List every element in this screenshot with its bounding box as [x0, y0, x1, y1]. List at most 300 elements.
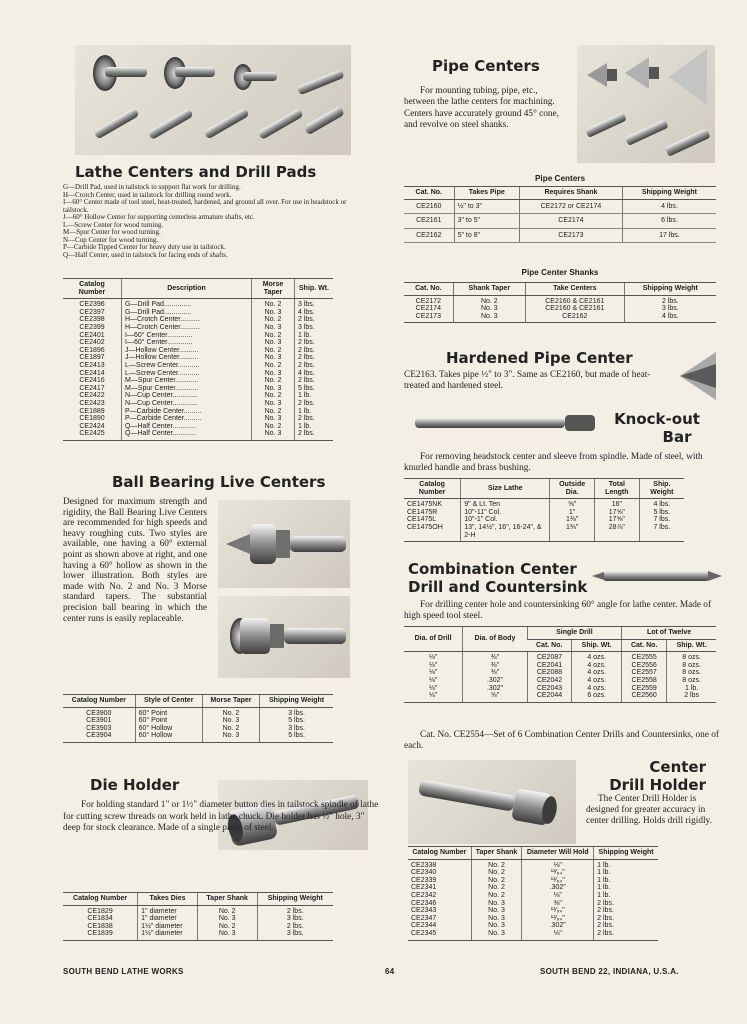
- body-dia-column: [463, 652, 528, 703]
- table-cell: J—Hollow Center..........: [125, 346, 199, 354]
- table-cell: CE2396: [79, 301, 105, 309]
- table-cell: No. 3: [488, 914, 505, 922]
- table-cell: CE2042: [536, 676, 563, 684]
- table-row: [404, 214, 716, 229]
- table-cell: 2 lbs.: [298, 354, 315, 362]
- table-cell: 3 lbs.: [260, 725, 333, 733]
- table-cell: 1 lb.: [597, 884, 611, 892]
- table-row: [63, 905, 333, 915]
- table-cell: No. 2: [453, 295, 525, 305]
- table-cell: CE2172: [415, 297, 441, 305]
- table-cell: Q—Half Center............: [125, 422, 196, 430]
- table-cell: CE2560: [631, 692, 657, 700]
- table-cell: 4 lbs.: [298, 369, 315, 377]
- legend-item: H—Crotch Center, used in tailstock for drilling round work.: [63, 190, 232, 199]
- table-cell: 8 ozs.: [682, 654, 701, 662]
- knock-out-bar-text: For removing headstock center and sleeve from spindle. Made of steel, with knurled handle and brass bushing.: [404, 452, 703, 473]
- hold-column: [522, 859, 594, 940]
- live-center-hollow-illustration: [218, 596, 350, 678]
- col-header: Shipping Weight: [260, 695, 333, 708]
- table-cell: CE1897: [79, 354, 105, 362]
- table-cell: 1 lb.: [597, 869, 611, 877]
- table-cell: CE2342: [411, 891, 437, 899]
- table-cell: No. 3: [202, 717, 259, 725]
- table-cell: CE2422: [79, 392, 105, 400]
- table-cell: 5 lbs.: [260, 732, 333, 742]
- table-cell: 4 lbs.: [653, 501, 671, 509]
- weight-column: [594, 859, 658, 940]
- table-cell: 16": [611, 501, 622, 509]
- table-cell: No. 2: [264, 407, 282, 415]
- knock-out-bar-title: [612, 410, 702, 446]
- table-cell: 3 lbs.: [624, 305, 716, 313]
- table-cell: CE2339: [411, 876, 437, 884]
- holder-title-line1: Center: [649, 758, 706, 776]
- table-cell: 8 ozs.: [682, 661, 701, 669]
- table-cell: No. 3: [264, 369, 282, 377]
- ball-bearing-title: Ball Bearing Live Centers: [112, 473, 326, 491]
- center-drill-holder-title: [596, 758, 706, 794]
- table-cell: No. 2: [264, 331, 282, 339]
- table-row: [404, 305, 716, 313]
- table-cell: 8 ozs.: [682, 669, 701, 677]
- table-row: [63, 923, 333, 931]
- table-cell: M—Spur Center............: [125, 384, 199, 392]
- footer-right: SOUTH BEND 22, INDIANA, U.S.A.: [540, 967, 679, 976]
- legend-item: I—60° Center made of tool steel, heat-treated, hardened, and ground all over. For use in headstock or tailstock.: [63, 198, 347, 214]
- table-cell: .302": [549, 922, 566, 930]
- table-row: [63, 717, 333, 725]
- table-cell: H—Crotch Center..........: [125, 316, 200, 324]
- table-cell: CE2162: [525, 313, 624, 323]
- table-cell: ⅛": [428, 684, 438, 692]
- table-cell: 1 lb.: [597, 861, 611, 869]
- col-header: Catalog Number: [63, 279, 122, 299]
- table-cell: CE2088: [536, 669, 563, 677]
- table-cell: L—Screw Center...........: [125, 369, 200, 377]
- table-row: [404, 313, 716, 323]
- center-drill-holder-illustration: [408, 760, 576, 844]
- table-cell: 5" to 8": [454, 228, 519, 243]
- table-cell: 2 lbs.: [597, 929, 614, 937]
- table-cell: CE2424: [79, 422, 105, 430]
- table-cell: 2 lbs.: [298, 361, 315, 369]
- table-cell: CE2174: [415, 305, 441, 313]
- table-cell: CE2347: [411, 914, 437, 922]
- combination-set-note: Cat. No. CE2554—Set of 6 Combination Center Drills and Countersinks, one of each.: [404, 730, 720, 751]
- table-cell: G—Drill Pad..............: [125, 301, 192, 309]
- table-cell: No. 3: [453, 313, 525, 323]
- table-cell: CE2416: [79, 377, 105, 385]
- table-cell: 1⅜": [566, 523, 579, 531]
- table-cell: CE1475NK: [407, 501, 443, 509]
- col-header: Ship. Wt.: [667, 639, 716, 652]
- table-cell: CE2417: [79, 384, 105, 392]
- table-cell: CE2344: [411, 922, 437, 930]
- table-cell: CE3903: [86, 724, 112, 732]
- table-cell: 2 lbs.: [257, 905, 333, 915]
- table-cell: ¹³⁄₆₄": [550, 869, 565, 877]
- col-header: Morse Taper: [252, 279, 295, 299]
- table-cell: ½" to 3": [454, 199, 519, 214]
- catalog-column: [404, 499, 461, 542]
- legend-item: M—Spur Center for wood turning.: [63, 228, 161, 236]
- col-header: Shipping Weight: [622, 187, 716, 200]
- table-cell: 2 lbs.: [257, 923, 333, 931]
- table-cell: 6 lbs.: [622, 214, 716, 229]
- table-cell: No. 3: [264, 415, 282, 423]
- table-row: [63, 725, 333, 733]
- legend-item: N—Cup Center for wood turning.: [63, 235, 159, 244]
- hardened-pipe-center-text: CE2163. Takes pipe ½" to 3". Same as CE2160, but made of heat-treated and hardened steel.: [404, 370, 651, 391]
- table-cell: 1" diameter: [138, 915, 198, 923]
- table-cell: 2 lbs.: [298, 399, 315, 407]
- ball-bearing-rows: [63, 707, 333, 742]
- pipe-shanks-rows: [404, 295, 716, 323]
- table-cell: 1": [568, 508, 576, 516]
- table-row: [404, 228, 716, 243]
- holder-title-line2: Drill Holder: [609, 776, 706, 794]
- table-cell: CE1838: [87, 922, 113, 930]
- combination-center-text: For drilling center hole and countersinking 60° angle for lathe center. Made of high speed tool steel.: [404, 600, 712, 621]
- table-cell: CE3901: [86, 717, 112, 725]
- table-cell: 4 ozs.: [587, 669, 606, 677]
- table-cell: CE2043: [536, 684, 563, 692]
- table-cell: CE2398: [79, 316, 105, 324]
- pipe-centers-table-title: Pipe Centers: [534, 174, 586, 183]
- table-cell: 4 ozs.: [587, 676, 606, 684]
- table-row: [63, 707, 333, 717]
- hardened-pipe-center-title: Hardened Pipe Center: [446, 349, 633, 367]
- table-cell: 2 lbs.: [624, 295, 716, 305]
- table-cell: No. 3: [264, 354, 282, 362]
- catalog-column: [408, 859, 471, 940]
- pipe-center-shanks-table: [404, 282, 716, 323]
- table-cell: CE2345: [411, 929, 437, 937]
- col-header: Dia. of Body: [463, 627, 528, 652]
- table-cell: CE2338: [411, 861, 437, 869]
- table-cell: No. 3: [488, 929, 505, 937]
- col-header: Takes Pipe: [454, 187, 519, 200]
- legend-item: L—Screw Center for wood turning.: [63, 220, 164, 229]
- col-header: Take Centers: [525, 283, 624, 296]
- col-header: Morse Taper: [202, 695, 259, 708]
- table-cell: Q—Half Center............: [125, 430, 196, 438]
- combination-center-table: [404, 626, 716, 703]
- center-drill-holder-photo: [408, 760, 576, 844]
- center-drill-holder-table: [408, 846, 658, 941]
- col-header: Catalog Number: [63, 893, 138, 906]
- table-cell: No. 2: [264, 361, 282, 369]
- table-cell: 6 ozs.: [587, 692, 606, 700]
- pipe-centers-title: Pipe Centers: [432, 57, 540, 75]
- legend-item: P—Carbide Tipped Center for heavy duty use in tailstock.: [63, 243, 226, 251]
- live-center-point-illustration: [218, 500, 350, 588]
- col-header: Cat. No.: [622, 639, 667, 652]
- table-cell: ⅛": [428, 676, 438, 684]
- table-cell: 5 lbs.: [653, 508, 671, 516]
- table-cell: 60° Hollow: [135, 725, 202, 733]
- lathe-centers-title: Lathe Centers and Drill Pads: [75, 163, 317, 181]
- table-cell: No. 2: [202, 725, 259, 733]
- table-row: [63, 930, 333, 940]
- table-cell: No. 3: [488, 922, 505, 930]
- table-cell: 1 lb.: [597, 876, 611, 884]
- table-cell: 1½" diameter: [138, 930, 198, 940]
- table-cell: CE2160: [404, 199, 454, 214]
- table-cell: 2 lbs.: [298, 430, 315, 438]
- table-cell: 3 lbs.: [257, 915, 333, 923]
- table-cell: 17⅝": [608, 508, 625, 516]
- ball-bearing-text: Designed for maximum strength and rigidity, the Ball Bearing Live Centers are recommended for high speeds and heavy roughing cuts. Two styles are available, one having a 60° external point as shown above at right, and one having a 60° hollow as shown in the lower illustration. Both styles are made with No. 2 and No. 3 Morse standard tapers. The substantial precision ball bearing in which the center runs is easily replaceable.: [63, 497, 207, 624]
- pipe-centers-illustration: [577, 45, 715, 163]
- ball-bearing-table: [63, 694, 333, 743]
- table-cell: G—Drill Pad..............: [125, 308, 192, 316]
- table-cell: No. 2: [197, 923, 257, 931]
- table-cell: CE2174: [519, 214, 622, 229]
- table-cell: 60° Point: [135, 717, 202, 725]
- table-cell: 1 lb.: [298, 392, 312, 400]
- table-cell: CE1475OH: [407, 523, 443, 531]
- combination-title-line2: Drill and Countersink: [408, 578, 588, 596]
- drill-dia-column: [404, 652, 463, 703]
- table-cell: No. 2: [488, 891, 505, 899]
- table-cell: 1" diameter: [138, 905, 198, 915]
- table-cell: ⅜": [490, 669, 500, 677]
- table-cell: I—60° Center.............: [125, 331, 193, 339]
- table-cell: No. 2: [488, 869, 505, 877]
- table-cell: No. 2: [264, 316, 282, 324]
- table-cell: CE1896: [79, 346, 105, 354]
- taper-column: [471, 859, 522, 940]
- die-holder-table: [63, 892, 333, 941]
- table-cell: 60° Hollow: [135, 732, 202, 742]
- table-cell: N—Cup Center.............: [125, 392, 198, 400]
- legend-item: G—Drill Pad, used in tailstock to support flat work for drilling.: [63, 183, 241, 191]
- table-cell: No. 3: [202, 732, 259, 742]
- group-header-twelve: Lot of Twelve: [622, 627, 716, 640]
- knock-out-title-line2: Bar: [662, 428, 692, 446]
- table-cell: CE2340: [411, 869, 437, 877]
- table-cell: CE2044: [536, 692, 563, 700]
- center-drill-illustration: [592, 566, 722, 586]
- table-cell: 1 lb.: [298, 407, 312, 415]
- col-header: Takes Dies: [138, 893, 198, 906]
- die-holder-text: For holding standard 1" or 1½" diameter button dies in tailstock spindle of lathe for cutting screw threads on work held in lathe chuck. Die holder has ½" hole, 3" deep for stock clearance. Made of a single piece of steel.: [63, 800, 379, 834]
- table-cell: No. 3: [264, 430, 282, 438]
- table-cell: No. 3: [264, 384, 282, 392]
- table-cell: No. 3: [197, 930, 257, 940]
- col-header: Dia. of Drill: [404, 627, 463, 652]
- table-cell: CE2173: [404, 313, 453, 323]
- col-header: Total Length: [595, 479, 640, 499]
- table-cell: CE2346: [411, 899, 437, 907]
- pipe-centers-table: [404, 186, 716, 243]
- description-column: [122, 299, 252, 441]
- footer-left: SOUTH BEND LATHE WORKS: [63, 967, 184, 976]
- table-cell: L—Screw Center...........: [125, 361, 200, 369]
- legend-item: J—60° Hollow Center for supporting centerless armature shafts, etc.: [63, 213, 255, 221]
- table-cell: CE2423: [79, 399, 105, 407]
- table-cell: CE2413: [79, 361, 105, 369]
- table-cell: 3" to 5": [454, 214, 519, 229]
- table-cell: CE2555: [631, 654, 657, 662]
- pipe-centers-photo: [577, 45, 715, 163]
- table-cell: CE2173: [519, 228, 622, 243]
- table-cell: 1 lb.: [685, 684, 699, 692]
- table-cell: ⅛": [428, 661, 438, 669]
- col-header: Shipping Weight: [257, 893, 333, 906]
- col-header: Style of Center: [135, 695, 202, 708]
- col-header: Ship. Wt.: [572, 639, 622, 652]
- table-cell: 17⅝": [608, 516, 625, 524]
- table-cell: 4 lbs.: [622, 199, 716, 214]
- combination-center-title: [408, 560, 587, 596]
- table-cell: 8 ozs.: [682, 676, 701, 684]
- col-header: Taper Shank: [197, 893, 257, 906]
- table-cell: 2 lbs.: [298, 339, 315, 347]
- table-cell: No. 3: [488, 907, 505, 915]
- table-cell: No. 2: [264, 346, 282, 354]
- table-cell: 2 lbs.: [298, 377, 315, 385]
- table-cell: CE2397: [79, 308, 105, 316]
- table-cell: CE2172 or CE2174: [519, 199, 622, 214]
- table-cell: 2 lbs.: [298, 316, 315, 324]
- table-cell: ¹³⁄₆₄": [550, 876, 565, 884]
- twelve-catalog-column: [622, 652, 667, 703]
- table-cell: 1 lb.: [298, 422, 312, 430]
- col-header: Diameter Will Hold: [522, 847, 594, 860]
- length-column: [595, 499, 640, 542]
- table-cell: CE2402: [79, 339, 105, 347]
- lathe-centers-table: [63, 278, 333, 441]
- table-cell: CE2399: [79, 323, 105, 331]
- table-cell: ⅛": [428, 654, 438, 662]
- table-cell: No. 2: [197, 905, 257, 915]
- table-cell: 2 lbs: [684, 692, 700, 700]
- table-cell: I—60° Center.............: [125, 339, 193, 347]
- table-cell: CE1889: [79, 407, 105, 415]
- hardened-pipe-center-illustration: [678, 350, 718, 402]
- table-cell: 4 ozs.: [587, 684, 606, 692]
- table-cell: No. 3: [264, 308, 282, 316]
- col-header: Description: [122, 279, 252, 299]
- table-cell: 2 lbs.: [597, 922, 614, 930]
- table-cell: CE2401: [79, 331, 105, 339]
- knock-out-bar-illustration: [415, 414, 597, 432]
- col-header: Shipping Weight: [624, 283, 716, 296]
- table-cell: P—Carbide Center.........: [125, 407, 202, 415]
- table-cell: CE3904: [63, 732, 135, 742]
- table-cell: ⅝": [490, 692, 500, 700]
- table-cell: 4 ozs.: [587, 661, 606, 669]
- legend-item: Q—Half Center, used in tailstock for facing ends of shafts.: [63, 250, 228, 259]
- combination-title-line1: Combination Center: [408, 560, 577, 578]
- col-header: Catalog Number: [63, 695, 135, 708]
- col-header: Catalog Number: [408, 847, 471, 860]
- taper-column: [252, 299, 295, 441]
- weight-column: [639, 499, 684, 542]
- table-cell: 2 lbs.: [298, 346, 315, 354]
- col-header: Shipping Weight: [594, 847, 658, 860]
- table-cell: N—Cup Center.............: [125, 399, 198, 407]
- table-cell: No. 3: [197, 915, 257, 923]
- table-cell: ⅜": [490, 654, 500, 662]
- table-cell: 2 lbs.: [298, 415, 315, 423]
- group-header-single: Single Drill: [527, 627, 621, 640]
- dia-column: [550, 499, 595, 542]
- table-cell: 4 ozs.: [587, 654, 606, 662]
- table-cell: CE2558: [631, 676, 657, 684]
- table-cell: ⅛": [428, 669, 438, 677]
- table-cell: CE2160 & CE2161: [525, 295, 624, 305]
- col-header: Shank Taper: [453, 283, 525, 296]
- table-cell: No. 2: [264, 392, 282, 400]
- table-cell: CE2087: [536, 654, 563, 662]
- table-cell: 10"-1" Col.: [464, 516, 498, 524]
- table-cell: No. 3: [453, 305, 525, 313]
- weight-column: [295, 299, 334, 441]
- table-cell: No. 2: [488, 861, 505, 869]
- table-cell: No. 2: [264, 301, 282, 309]
- ball-bearing-photo-point: [218, 500, 350, 588]
- table-cell: H—Crotch Center..........: [125, 323, 200, 331]
- pipe-center-shanks-title: Pipe Center Shanks: [521, 268, 599, 277]
- table-cell: CE3900: [86, 709, 112, 717]
- table-row: [404, 199, 716, 214]
- knock-out-bar-table: [404, 478, 684, 542]
- single-weight-column: [572, 652, 622, 703]
- page-number: 64: [385, 967, 395, 976]
- table-cell: ⅛": [428, 692, 438, 700]
- table-cell: CE1839: [63, 930, 138, 940]
- table-cell: ⅝": [567, 501, 577, 509]
- col-header: Cat. No.: [404, 283, 453, 296]
- table-cell: 1½" diameter: [138, 923, 198, 931]
- lathe-centers-illustration: [75, 45, 351, 155]
- table-cell: CE2162: [404, 228, 454, 243]
- table-cell: 5 lbs.: [298, 384, 315, 392]
- table-cell: CE2341: [411, 884, 437, 892]
- die-holder-rows: [63, 905, 333, 940]
- table-cell: 3 lbs.: [298, 301, 315, 309]
- table-cell: 4 lbs.: [298, 308, 315, 316]
- ball-bearing-photo-hollow: [218, 596, 350, 678]
- table-cell: M—Spur Center............: [125, 377, 199, 385]
- col-header: Catalog Number: [404, 479, 461, 499]
- table-cell: CE1475R: [407, 508, 438, 516]
- table-cell: No. 2: [202, 707, 259, 717]
- catalog-column: [63, 299, 122, 441]
- table-cell: .302": [486, 676, 503, 684]
- table-cell: 3 lbs.: [298, 323, 315, 331]
- table-cell: No. 2: [488, 876, 505, 884]
- table-cell: 1 lb.: [298, 331, 312, 339]
- table-row: [63, 915, 333, 923]
- table-cell: 3 lbs.: [257, 930, 333, 940]
- table-cell: CE2425: [79, 430, 105, 438]
- size-column: [461, 499, 550, 542]
- col-header: Ship. Wt.: [295, 279, 334, 299]
- table-cell: CE1475L: [407, 516, 437, 524]
- table-cell: 7 lbs.: [653, 516, 671, 524]
- col-header: Cat. No.: [527, 639, 571, 652]
- table-cell: CE1829: [87, 907, 113, 915]
- table-cell: 2 lbs.: [597, 907, 614, 915]
- table-cell: 13", 14½", 16", 16-24", & 2-H: [464, 523, 542, 539]
- table-cell: .302": [486, 684, 503, 692]
- table-cell: 1 lb.: [597, 891, 611, 899]
